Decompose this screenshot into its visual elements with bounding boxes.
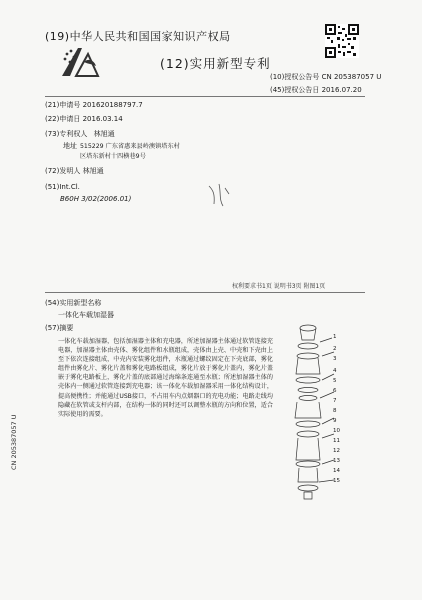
cnipa-logo [58, 42, 104, 82]
filing-date: (22)申请日 2016.03.14 [45, 115, 123, 123]
publication-number: (10)授权公告号 CN 205387057 U [270, 73, 382, 81]
abstract-text: 一体化车载加湿器，包括加湿器主体和充电器，所述加湿器主体通过软管连接充电器，加湿器主体由壳体、雾化组件和水瓶组成，壳体由上壳、中壳和下壳由上至下依次连接组成，中壳内安装雾化组件，水瓶通过螺纹固定在下壳底部，雾化组件由雾化片、雾化片盖和雾化电路板组成，雾化片放于雾化片盖内，雾化片盖嵌于雾化电路板上，雾化片盖的底部通过海绵条连通至水瓶；所述加湿器主体的壳体内一侧通过软管连接到充电器；该一体化车载加湿器采用一体化结构设计，提高便携性；并能通过USB接口，不占用车内点烟器口的充电功能；电路走线均隐藏在软管或支杆内部，在结构一体的同时还可以调整水瓶的方向和位置，适合实际使用的需要。 [58, 338, 273, 418]
drawing-label-15: 15 [333, 478, 340, 484]
drawing-label-1: 1 [333, 334, 337, 340]
qr-code-icon [325, 24, 359, 58]
application-number: (21)申请号 201620188797.7 [45, 101, 143, 109]
handwritten-mark [205, 180, 235, 210]
patentee-row [45, 129, 115, 139]
drawing-label-11: 11 [333, 438, 340, 444]
address-line-2: 区塔东新村十四横巷9号 [80, 153, 146, 160]
drawing-label-6: 6 [333, 388, 337, 394]
document-type-title: (12)实用新型专利 [160, 56, 271, 71]
drawing-label-13: 13 [333, 458, 340, 464]
header-divider [45, 96, 365, 97]
drawing-label-3: 3 [333, 356, 337, 362]
address-line-1: 515229 广东省惠来县岭澳镇塔东村 [80, 143, 180, 150]
drawing-label-8: 8 [333, 408, 337, 414]
drawing-label-2: 2 [333, 346, 337, 352]
issuing-office: (19)中华人民共和国国家知识产权局 [45, 30, 231, 43]
drawing-label-4: 4 [333, 368, 337, 374]
page-count-summary: 权利要求书1页 说明书3页 附图1页 [232, 283, 326, 290]
publication-date: (45)授权公告日 2016.07.20 [270, 86, 362, 94]
drawing-label-10: 10 [333, 428, 340, 434]
patentee-label: (73)专利权人 [45, 130, 88, 138]
drawing-label-12: 12 [333, 448, 340, 454]
drawing-label-5: 5 [333, 378, 337, 384]
side-publication-code: CN 205387057 U [10, 414, 18, 470]
utility-model-title: 一体化车载加湿器 [58, 311, 114, 319]
utility-model-title-label: (54)实用新型名称 [45, 299, 102, 307]
abstract-label: (57)摘要 [45, 324, 74, 332]
int-cl-code: B60H 3/02(2006.01) [60, 195, 132, 203]
inventor-row: (72)发明人 林旭通 [45, 167, 104, 175]
int-cl-label: (51)Int.Cl. [45, 183, 80, 191]
drawing-label-9: 9 [333, 418, 337, 424]
address-label: 地址 [63, 142, 77, 150]
section-divider [45, 292, 365, 293]
drawing-label-7: 7 [333, 398, 337, 404]
drawing-label-14: 14 [333, 468, 340, 474]
patentee-name: 林旭通 [93, 130, 115, 138]
